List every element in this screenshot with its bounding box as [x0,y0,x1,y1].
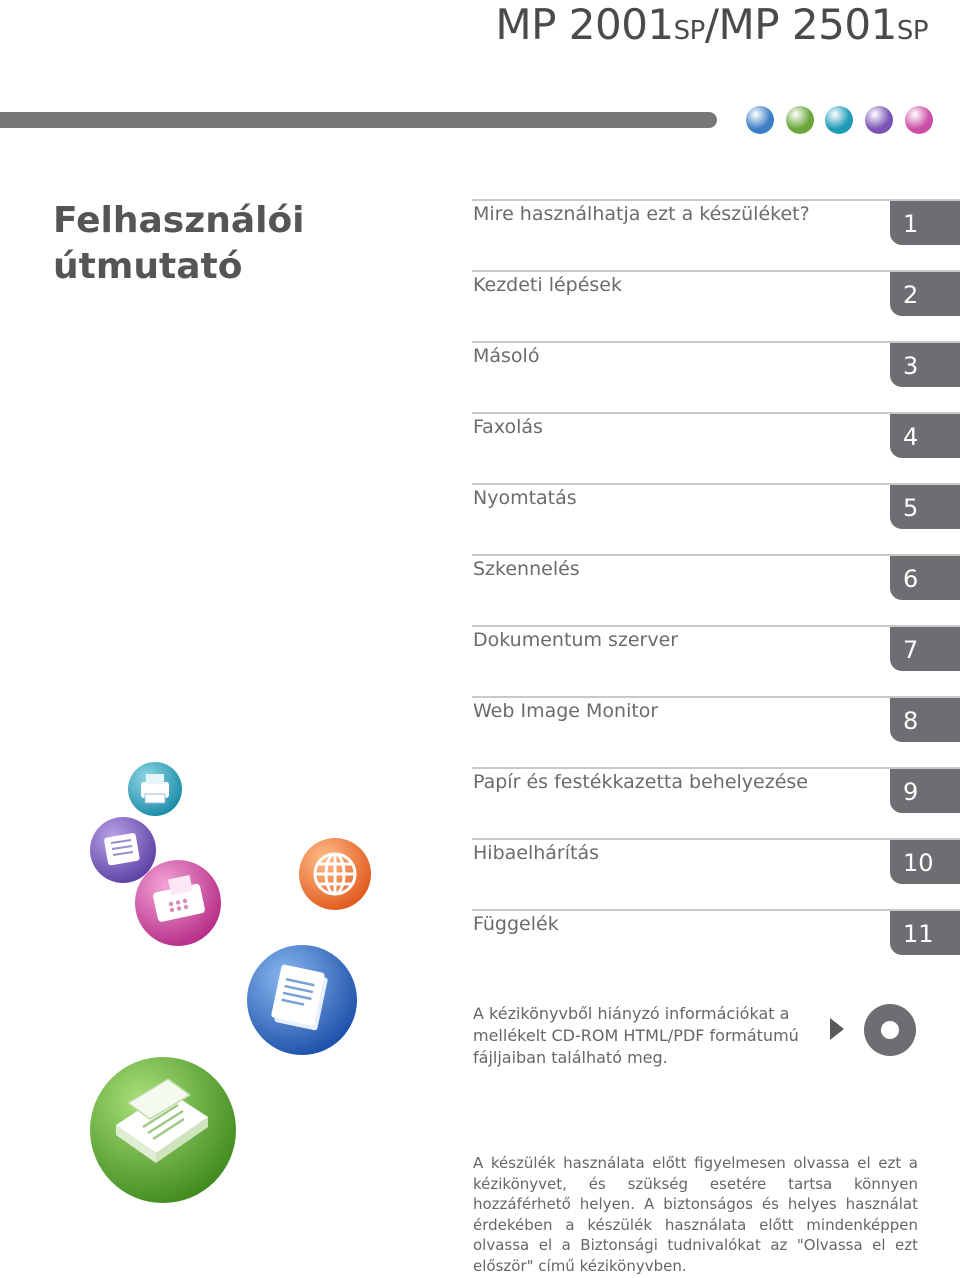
chapter-item[interactable] [472,483,960,554]
model-title [495,0,928,49]
fax-icon [133,858,223,948]
color-dot-purple [865,106,893,134]
title-line-2: útmutató [53,246,243,287]
chapter-number-tab[interactable]: 8 [890,698,960,742]
header-bar [0,112,717,128]
model-separator: / [704,0,719,49]
arrow-right-icon [830,1018,844,1040]
chapter-item[interactable] [472,199,960,270]
color-dot-green [786,106,814,134]
chapter-label: Web Image Monitor [473,700,659,722]
chapter-number-tab[interactable]: 1 [890,201,960,245]
chapter-label: Másoló [473,345,540,367]
chapter-number-tab[interactable]: 5 [890,485,960,529]
chapter-number-tab[interactable]: 2 [890,272,960,316]
chapter-item[interactable] [472,554,960,625]
chapter-label: Hibaelhárítás [473,842,600,864]
chapter-item[interactable] [472,412,960,483]
chapter-item[interactable] [472,909,960,980]
chapter-label: Mire használhatja ezt a készüléket? [473,203,810,225]
scanner-icon [88,1055,238,1205]
copier-icon [245,943,359,1057]
title-line-1: Felhasználói [53,200,305,241]
chapter-label: Függelék [473,913,559,935]
model-a: MP 2001 [495,0,674,49]
model-b-suffix: SP [896,16,928,46]
chapter-label: Faxolás [473,416,543,438]
chapter-item[interactable] [472,270,960,341]
chapter-number-tab[interactable]: 11 [890,911,960,955]
chapter-number-tab[interactable]: 4 [890,414,960,458]
cd-rom-icon [864,1004,916,1056]
chapter-number-tab[interactable]: 6 [890,556,960,600]
printer-icon [126,760,184,818]
safety-notice: A készülék használata előtt figyelmesen olvassa el ezt a kézikönyvet, és szükség esetére tartsa könnyen hozzáférhető helyen. A biztonságos és helyes használat érdekében a készülék használata előtt mindenképpen olvassa el a Biztonsági tudnivalókat az "Olvassa el ezt először" című kézikönyvben. [473,1154,918,1275]
color-dot-pink [905,106,933,134]
page-title [53,198,305,290]
chapter-number-tab[interactable]: 7 [890,627,960,671]
chapter-label: Kezdeti lépések [473,274,623,296]
chapter-item[interactable] [472,838,960,909]
chapter-number-tab[interactable]: 3 [890,343,960,387]
model-a-suffix: SP [673,16,705,46]
chapter-item[interactable] [472,625,960,696]
model-b: MP 2501 [718,0,897,49]
color-dot-teal [825,106,853,134]
chapter-label: Dokumentum szerver [473,629,679,651]
chapter-number-tab[interactable]: 9 [890,769,960,813]
chapter-label: Nyomtatás [473,487,577,509]
chapter-item[interactable] [472,767,960,838]
cd-rom-note: A kézikönyvből hiányzó információkat a mellékelt CD-ROM HTML/PDF formátumú fájljaiban található meg. [473,1004,799,1067]
chapter-number-tab[interactable]: 10 [890,840,960,884]
color-dot-blue [746,106,774,134]
globe-icon [297,836,373,912]
chapter-label: Papír és festékkazetta behelyezése [473,771,808,793]
chapter-item[interactable] [472,341,960,412]
chapter-label: Szkennelés [473,558,580,580]
chapter-item[interactable] [472,696,960,767]
chapter-list [472,199,960,980]
